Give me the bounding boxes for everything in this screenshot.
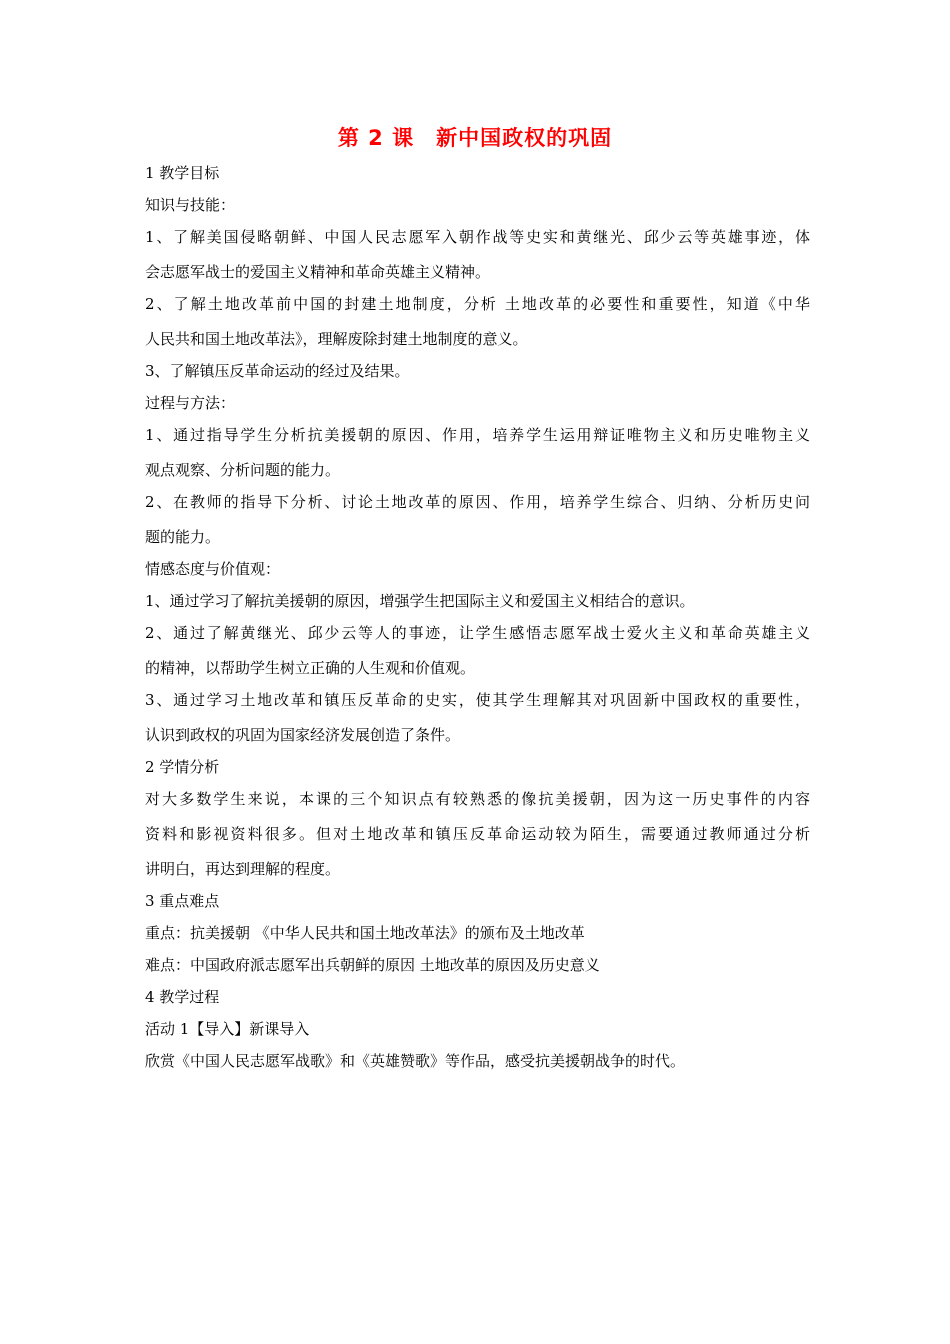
section-heading: 1 教学目标: [145, 164, 220, 182]
paragraph-line: 2、在教师的指导下分析、讨论土地改革的原因、作用，培养学生综合、归纳、分析历史问: [145, 493, 810, 511]
paragraph-line: 会志愿军战士的爱国主义精神和革命英雄主义精神。: [145, 263, 491, 281]
section-heading: 4 教学过程: [145, 988, 220, 1006]
paragraph-line: 2、了解土地改革前中国的封建土地制度，分析 土地改革的必要性和重要性，知道《中华: [145, 295, 810, 313]
paragraph-line: 对大多数学生来说，本课的三个知识点有较熟悉的像抗美援朝，因为这一历史事件的内容: [145, 790, 810, 808]
section-heading: 2 学情分析: [145, 758, 220, 776]
paragraph-line: 讲明白，再达到理解的程度。: [145, 860, 341, 878]
paragraph-line: 欣赏《中国人民志愿军战歌》和《英雄赞歌》等作品，感受抗美援朝战争的时代。: [145, 1052, 686, 1070]
paragraph-line: 的精神，以帮助学生树立正确的人生观和价值观。: [145, 659, 476, 677]
activity-heading: 活动 1【导入】新课导入: [145, 1020, 310, 1038]
paragraph-line: 重点：抗美援朝 《中华人民共和国土地改革法》的颁布及土地改革: [145, 924, 585, 942]
paragraph-line: 认识到政权的巩固为国家经济发展创造了条件。: [145, 726, 461, 744]
document-title: 第 2 课 新中国政权的巩固: [337, 126, 613, 150]
paragraph-line: 1、了解美国侵略朝鲜、中国人民志愿军入朝作战等史实和黄继光、邱少云等英雄事迹，体: [145, 228, 810, 246]
paragraph-line: 题的能力。: [145, 528, 221, 546]
paragraph-line: 3、通过学习土地改革和镇压反革命的史实，使其学生理解其对巩固新中国政权的重要性，: [145, 691, 810, 709]
paragraph-line: 人民共和国土地改革法》，理解废除封建土地制度的意义。: [145, 330, 528, 348]
paragraph-line: 1、通过学习了解抗美援朝的原因，增强学生把国际主义和爱国主义相结合的意识。: [145, 592, 695, 610]
paragraph-line: 观点观察、分析问题的能力。: [145, 461, 341, 479]
document-body: [145, 160, 810, 1080]
paragraph-line: 2、通过了解黄继光、邱少云等人的事迹，让学生感悟志愿军战士爱火主义和革命英雄主义: [145, 624, 810, 642]
subsection-heading: 过程与方法：: [145, 394, 236, 412]
paragraph-line: 资料和影视资料很多。但对土地改革和镇压反革命运动较为陌生，需要通过教师通过分析: [145, 825, 810, 843]
section-heading: 3 重点难点: [145, 892, 220, 910]
paragraph-line: 1、通过指导学生分析抗美援朝的原因、作用，培养学生运用辩证唯物主义和历史唯物主义: [145, 426, 810, 444]
paragraph-line: 3、了解镇压反革命运动的经过及结果。: [145, 362, 410, 380]
subsection-heading: 情感态度与价值观：: [145, 560, 281, 578]
paragraph-line: 难点：中国政府派志愿军出兵朝鲜的原因 土地改革的原因及历史意义: [145, 956, 600, 974]
subsection-heading: 知识与技能：: [145, 196, 236, 214]
